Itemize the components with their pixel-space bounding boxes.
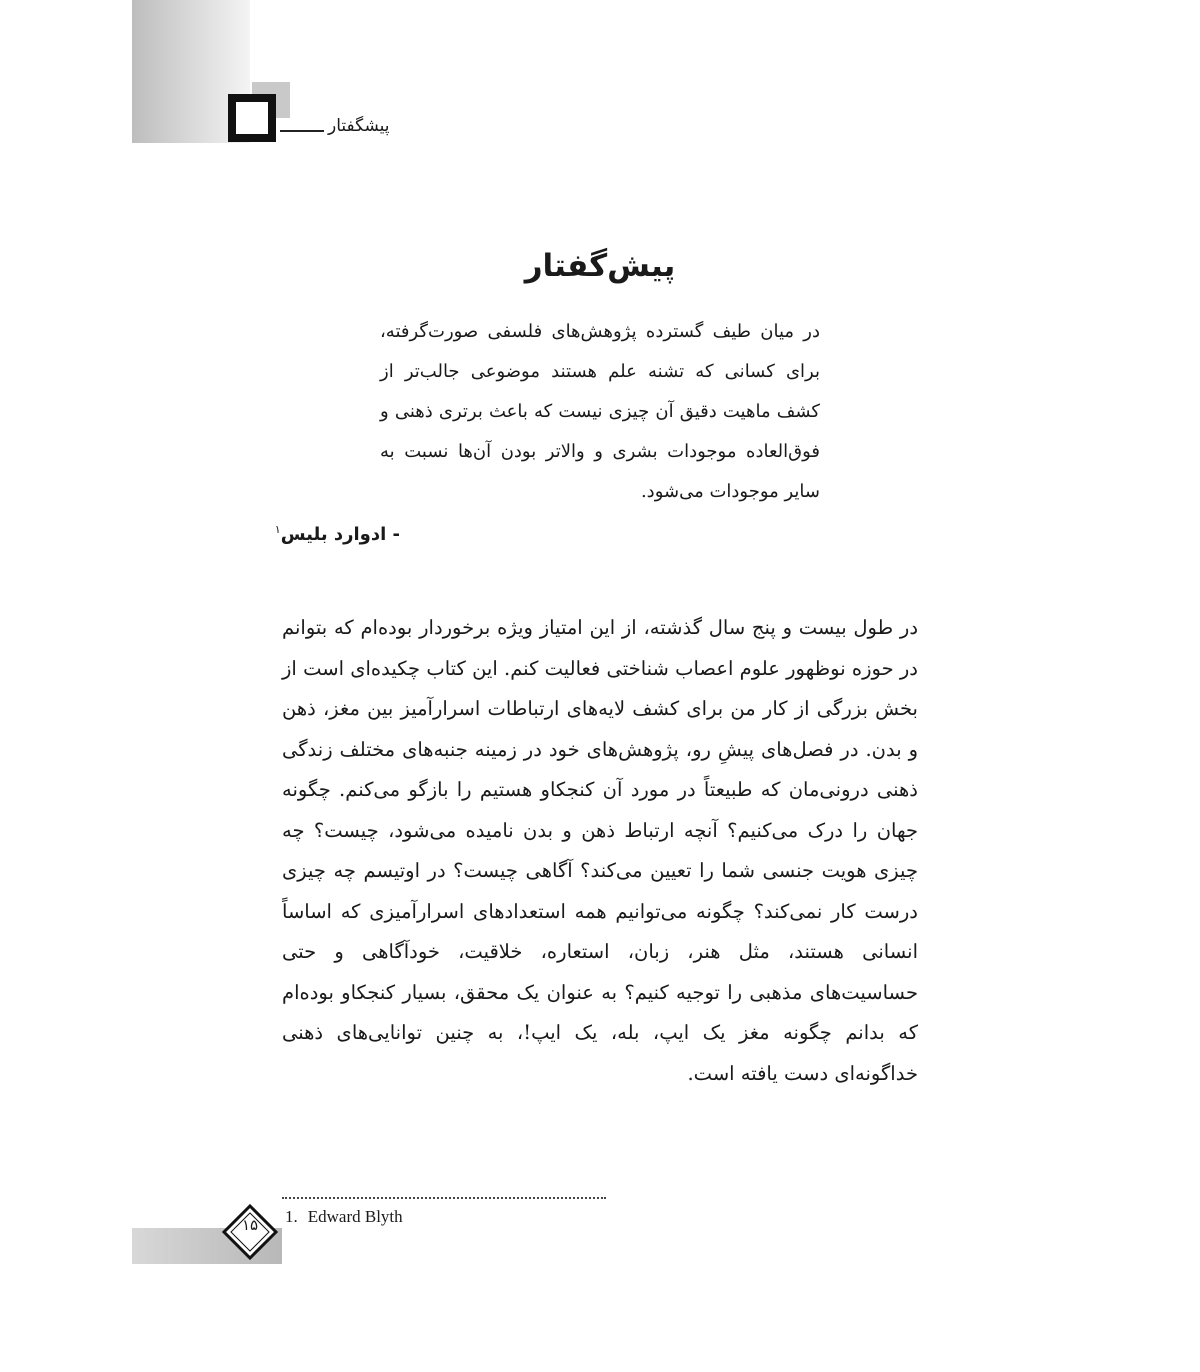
epigraph-quote: در میان طیف گسترده پژوهش‌های فلسفی صورت‌گرفته، برای کسانی که تشنه علم هستند موضوعی جالب‌تر از کشف ماهیت دقیق آن چیزی نیست که باعث برتری ذهنی و فوق‌العاده موجودات بشری و والاتر بودن آن‌ها نسبت به سایر موجودات می‌شود. xyxy=(380,321,820,502)
footnote-number: 1. xyxy=(285,1207,298,1226)
header-decor-dark-square xyxy=(228,94,276,142)
body-paragraph: در طول بیست و پنج سال گذشته، از این امتیاز ویژه برخوردار بوده‌ام که بتوانم در حوزه نوظهور علوم اعصاب شناختی فعالیت کنم. این کتاب چکیده‌ای است از بخش بزرگی از کار من برای کشف لایه‌های ارتباطات اسرارآمیز بین مغز، ذهن و بدن. در فصل‌های پیشِ رو، پژوهش‌های خود در زمینه جنبه‌های مختلف زندگی ذهنی درونی‌مان که طبیعتاً در مورد آن کنجکاو هستیم را بازگو می‌کنم. چگونه جهان را درک می‌کنیم؟ آنچه ارتباط ذهن و بدن نامیده می‌شود، چیست؟ چه چیزی هویت جنسی شما را تعیین می‌کند؟ آگاهی چیست؟ در اوتیسم چه چیزی درست کار نمی‌کند؟ چگونه می‌توانیم همه استعدادهای اسرارآمیزی که اساساً انسانی هستند، مثل هنر، زبان، استعاره، خلاقیت، خودآگاهی و حتی حساسیت‌های مذهبی را توجیه کنیم؟ به عنوان یک محقق، بسیار کنجکاو بوده‌ام که بدانم چگونه مغز یک ایپ، بله، یک ایپ!، به چنین توانایی‌های ذهنی خداگونه‌ای دست یافته است. xyxy=(282,616,918,1085)
page-number: ۱۵ xyxy=(241,1216,259,1234)
footnote-marker: ۱ xyxy=(274,523,281,536)
footnote xyxy=(285,1207,403,1227)
attribution-name: - ادوارد بلیس xyxy=(280,524,400,545)
chapter-title: پیش‌گفتار xyxy=(524,248,676,284)
running-head: پیشگفتار xyxy=(328,116,390,136)
header-rule xyxy=(280,130,324,132)
epigraph-attribution xyxy=(274,523,400,545)
footnote-separator xyxy=(282,1197,606,1199)
footnote-text: Edward Blyth xyxy=(307,1207,403,1226)
